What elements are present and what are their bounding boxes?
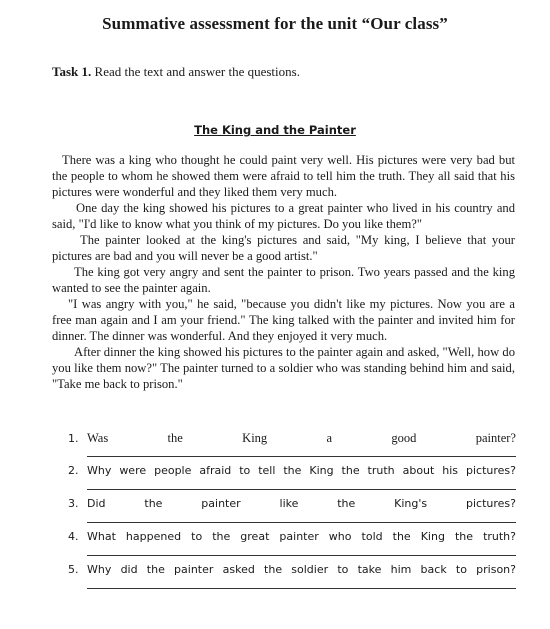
story-title: The King and the Painter [194, 123, 356, 137]
story-paragraph-1: There was a king who thought he could paint very well. His pictures were very bad but the people to whom he showed them were afraid to tell him the truth. They all said that his pictures were wonderful and they liked them very much. [52, 153, 515, 199]
question-number: 1. [68, 432, 79, 445]
answer-line[interactable] [87, 555, 516, 556]
story-paragraph-6: After dinner the king showed his pictures to the painter again and asked, "Well, how do you like them now?" The painter turned to a soldier who was standing behind him and said, "Take me back to prison." [52, 345, 515, 391]
question-item [68, 431, 516, 464]
questions-list [68, 431, 516, 596]
story-paragraph-3: The painter looked at the king's pictures and said, "My king, I believe that your pictures are bad and you will never be a good artist." [52, 233, 515, 263]
question-item [68, 563, 516, 596]
question-number: 4. [68, 530, 79, 543]
question-text: Why were people afraid to tell the King the truth about his pictures? [87, 464, 516, 477]
task-text: Read the text and answer the questions. [94, 64, 300, 79]
answer-line[interactable] [87, 489, 516, 490]
question-item [68, 530, 516, 563]
task-instruction [52, 64, 300, 80]
question-number: 3. [68, 497, 79, 510]
question-text: Did the painter like the King's pictures? [87, 497, 516, 510]
answer-line[interactable] [87, 456, 516, 457]
question-text: Why did the painter asked the soldier to take him back to prison? [87, 563, 516, 576]
answer-line[interactable] [87, 522, 516, 523]
answer-line[interactable] [87, 588, 516, 589]
story-paragraph-2: One day the king showed his pictures to a great painter who lived in his country and said, "I'd like to know what you think of my pictures. Do you like them?" [52, 201, 515, 231]
question-text: What happened to the great painter who told the King the truth? [87, 530, 516, 543]
question-number: 2. [68, 464, 79, 477]
question-item [68, 497, 516, 530]
story-paragraph-4: The king got very angry and sent the painter to prison. Two years passed and the king wanted to see the painter again. [52, 265, 515, 295]
question-text: Was the King a good painter? [87, 431, 516, 445]
story-text [52, 152, 515, 392]
question-number: 5. [68, 563, 79, 576]
task-label: Task 1. [52, 64, 92, 79]
page-title: Summative assessment for the unit “Our class” [102, 14, 448, 33]
question-item [68, 464, 516, 497]
story-paragraph-5: "I was angry with you," he said, "because you didn't like my pictures. Now you are a free man again and I am your friend." The king talked with the painter and invited him for dinner. The dinner was wonderful. And they enjoyed it very much. [52, 297, 515, 343]
